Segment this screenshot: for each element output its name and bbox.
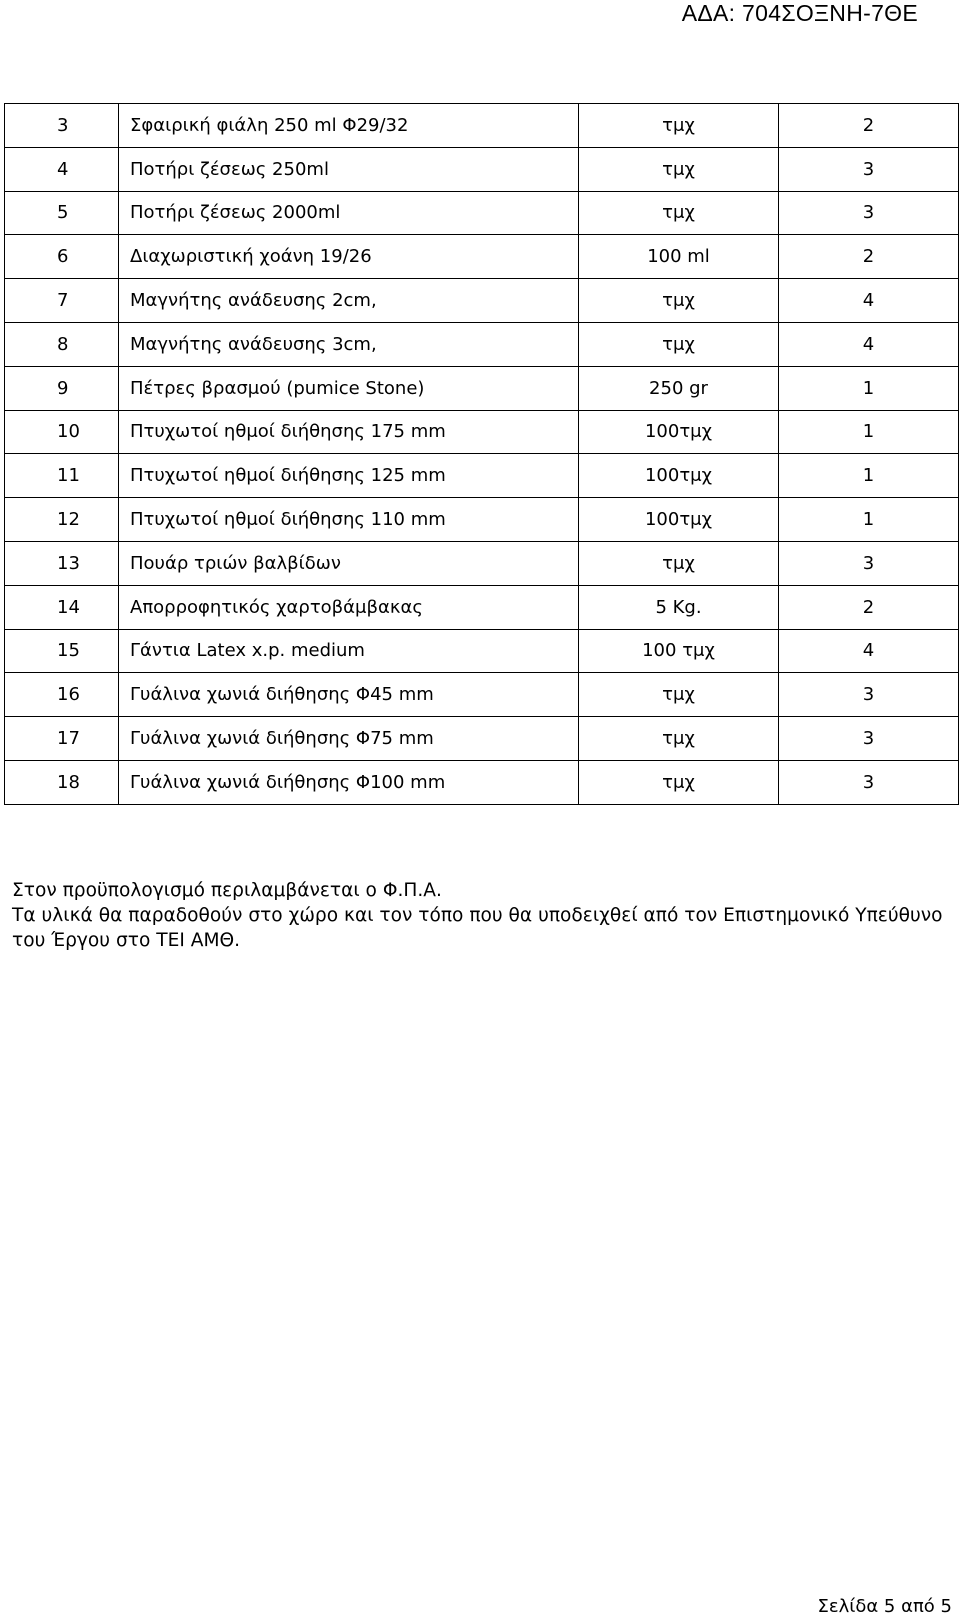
item-number-cell: 3	[5, 104, 119, 148]
table-row	[5, 191, 959, 235]
item-description-cell: Διαχωριστική χοάνη 19/26	[119, 235, 579, 279]
item-number-cell: 15	[5, 629, 119, 673]
item-description-cell: Μαγνήτης ανάδευσης 2cm,	[119, 279, 579, 323]
item-description-cell: Γυάλινα χωνιά διήθησης Φ75 mm	[119, 717, 579, 761]
item-quantity-cell: 4	[779, 322, 959, 366]
item-unit-cell: τμχ	[579, 717, 779, 761]
item-number-cell: 9	[5, 366, 119, 410]
item-description-cell: Μαγνήτης ανάδευσης 3cm,	[119, 322, 579, 366]
item-description-cell: Γυάλινα χωνιά διήθησης Φ100 mm	[119, 760, 579, 804]
item-number-cell: 6	[5, 235, 119, 279]
item-number-cell: 17	[5, 717, 119, 761]
item-quantity-cell: 2	[779, 104, 959, 148]
item-unit-cell: 100 ml	[579, 235, 779, 279]
table-row	[5, 454, 959, 498]
item-unit-cell: τμχ	[579, 147, 779, 191]
item-description-cell: Ποτήρι ζέσεως 250ml	[119, 147, 579, 191]
items-table-body	[5, 104, 959, 805]
item-quantity-cell: 3	[779, 541, 959, 585]
table-row	[5, 279, 959, 323]
table-row	[5, 585, 959, 629]
item-unit-cell: 100τμχ	[579, 454, 779, 498]
item-description-cell: Γυάλινα χωνιά διήθησης Φ45 mm	[119, 673, 579, 717]
item-quantity-cell: 2	[779, 585, 959, 629]
item-unit-cell: 250 gr	[579, 366, 779, 410]
table-row	[5, 629, 959, 673]
table-row	[5, 498, 959, 542]
item-number-cell: 16	[5, 673, 119, 717]
item-description-cell: Σφαιρική φιάλη 250 ml Φ29/32	[119, 104, 579, 148]
table-row	[5, 322, 959, 366]
table-row	[5, 147, 959, 191]
item-number-cell: 13	[5, 541, 119, 585]
item-description-cell: Ποτήρι ζέσεως 2000ml	[119, 191, 579, 235]
table-row	[5, 673, 959, 717]
item-unit-cell: τμχ	[579, 541, 779, 585]
item-number-cell: 14	[5, 585, 119, 629]
item-unit-cell: 100τμχ	[579, 410, 779, 454]
item-description-cell: Πουάρ τριών βαλβίδων	[119, 541, 579, 585]
item-unit-cell: 5 Kg.	[579, 585, 779, 629]
item-unit-cell: τμχ	[579, 673, 779, 717]
page-number: Σελίδα 5 από 5	[817, 1596, 952, 1617]
item-description-cell: Απορροφητικός χαρτοβάμβακας	[119, 585, 579, 629]
table-row	[5, 760, 959, 804]
document-code: ΑΔΑ: 704ΣΟΞΝΗ-7ΘΕ	[681, 0, 918, 26]
item-unit-cell: 100τμχ	[579, 498, 779, 542]
item-quantity-cell: 1	[779, 410, 959, 454]
vat-note: Στον προϋπολογισμό περιλαμβάνεται ο Φ.Π.Α.	[12, 880, 442, 901]
delivery-note: Τα υλικά θα παραδοθούν στο χώρο και τον τόπο που θα υποδειχθεί από τον Επιστημονικό Υπεύθυνο του Έργου στο ΤΕΙ ΑΜΘ.	[12, 905, 943, 951]
item-quantity-cell: 3	[779, 760, 959, 804]
item-quantity-cell: 2	[779, 235, 959, 279]
item-unit-cell: τμχ	[579, 322, 779, 366]
item-unit-cell: 100 τμχ	[579, 629, 779, 673]
notes-section	[12, 878, 952, 953]
item-quantity-cell: 3	[779, 147, 959, 191]
item-description-cell: Πτυχωτοί ηθμοί διήθησης 175 mm	[119, 410, 579, 454]
table-row	[5, 366, 959, 410]
item-quantity-cell: 1	[779, 498, 959, 542]
table-row	[5, 410, 959, 454]
item-unit-cell: τμχ	[579, 760, 779, 804]
item-number-cell: 10	[5, 410, 119, 454]
item-quantity-cell: 4	[779, 279, 959, 323]
item-number-cell: 8	[5, 322, 119, 366]
item-quantity-cell: 3	[779, 191, 959, 235]
item-description-cell: Πέτρες βρασμού (pumice Stone)	[119, 366, 579, 410]
item-number-cell: 18	[5, 760, 119, 804]
item-number-cell: 4	[5, 147, 119, 191]
item-quantity-cell: 3	[779, 673, 959, 717]
item-quantity-cell: 3	[779, 717, 959, 761]
item-description-cell: Πτυχωτοί ηθμοί διήθησης 125 mm	[119, 454, 579, 498]
table-row	[5, 235, 959, 279]
item-number-cell: 7	[5, 279, 119, 323]
table-row	[5, 541, 959, 585]
table-row	[5, 717, 959, 761]
item-number-cell: 12	[5, 498, 119, 542]
item-description-cell: Πτυχωτοί ηθμοί διήθησης 110 mm	[119, 498, 579, 542]
item-number-cell: 11	[5, 454, 119, 498]
item-unit-cell: τμχ	[579, 279, 779, 323]
items-table	[4, 103, 959, 805]
item-unit-cell: τμχ	[579, 104, 779, 148]
item-quantity-cell: 1	[779, 454, 959, 498]
table-row	[5, 104, 959, 148]
item-unit-cell: τμχ	[579, 191, 779, 235]
item-number-cell: 5	[5, 191, 119, 235]
item-description-cell: Γάντια Latex x.p. medium	[119, 629, 579, 673]
item-quantity-cell: 4	[779, 629, 959, 673]
item-quantity-cell: 1	[779, 366, 959, 410]
